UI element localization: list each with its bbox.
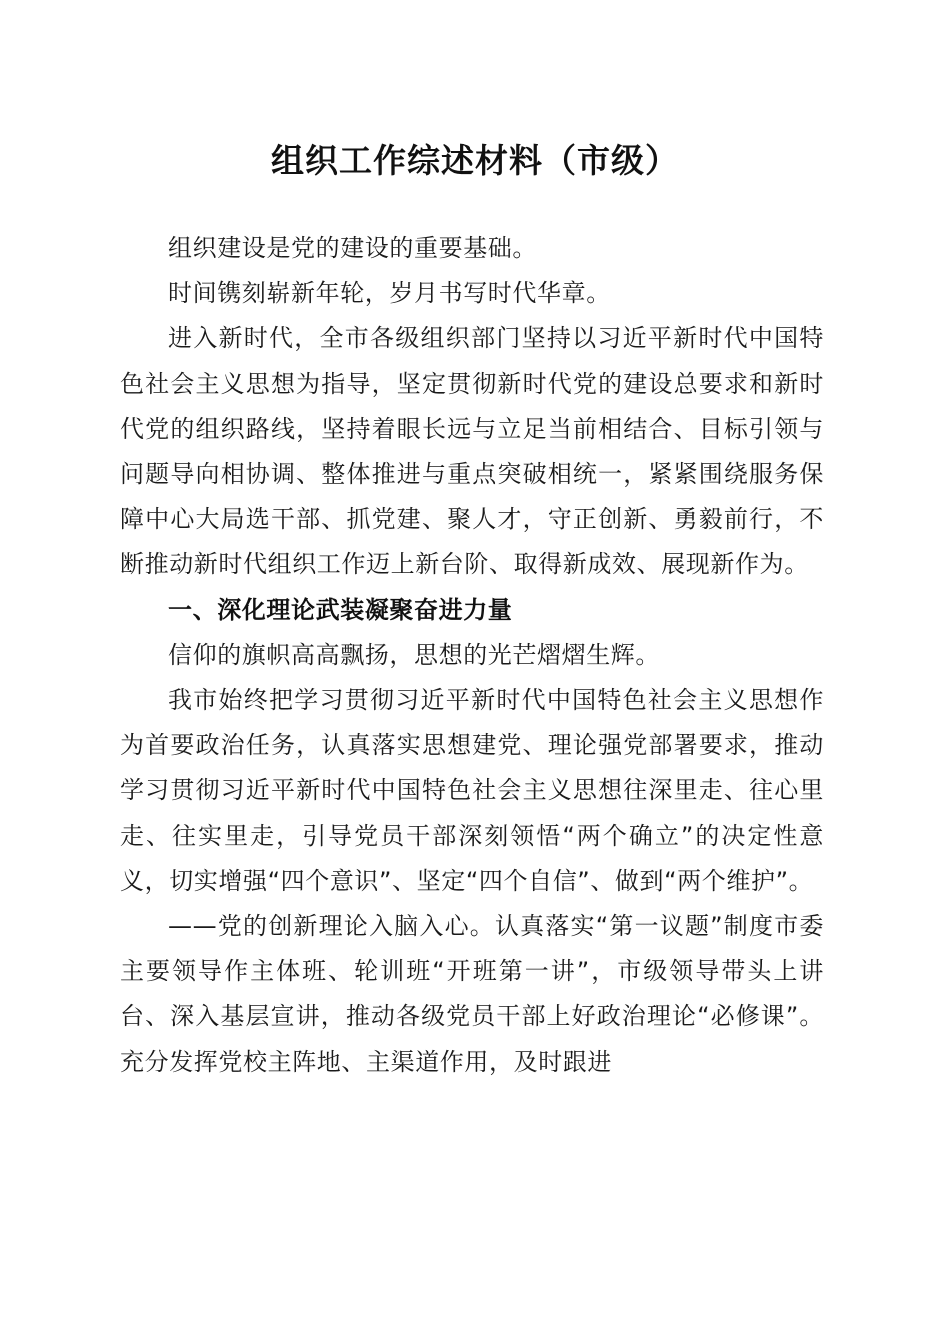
document-title: 组织工作综述材料（市级）: [271, 141, 679, 180]
paragraph-section1-tagline: 信仰的旗帜高高飘扬，思想的光芒熠熠生辉。: [168, 640, 660, 669]
paragraph-tagline: 时间镌刻崭新年轮，岁月书写时代华章。: [168, 279, 611, 308]
paragraph-overview: 进入新时代，全市各级组织部门坚持以习近平新时代中国特色社会主义思想为指导，坚定贯彻新时代党的建设总要求和新时代党的组织路线，坚持着眼长远与立足当前相结合、目标引领与问题导向相协调、整体推进与重点突破相统一，紧紧围绕服务保障中心大局选干部、抓党建、聚人才，守正创新、勇毅前行，不断推动新时代组织工作迈上新台阶、取得新成效、展现新作为。: [120, 324, 824, 579]
paragraph-section1-body: 我市始终把学习贯彻习近平新时代中国特色社会主义思想作为首要政治任务，认真落实思想建党、理论强党部署要求，推动学习贯彻习近平新时代中国特色社会主义思想往深里走、往心里走、往实里走，引导党员干部深刻领悟“两个确立”的决定性意义，切实增强“四个意识”、坚定“四个自信”、做到“两个维护”。: [120, 686, 824, 895]
paragraph-section1-item1: ——党的创新理论入脑入心。认真落实“第一议题”制度市委主要领导作主体班、轮训班“开班第一讲”，市级领导带头上讲台、深入基层宣讲，推动各级党员干部上好政治理论“必修课”。充分发挥党校主阵地、主渠道作用，及时跟进: [120, 912, 824, 1076]
paragraph-intro: 组织建设是党的建设的重要基础。: [168, 234, 537, 262]
document-body: [120, 226, 824, 1085]
section-heading-1: 一、深化理论武装凝聚奋进力量: [168, 595, 513, 624]
